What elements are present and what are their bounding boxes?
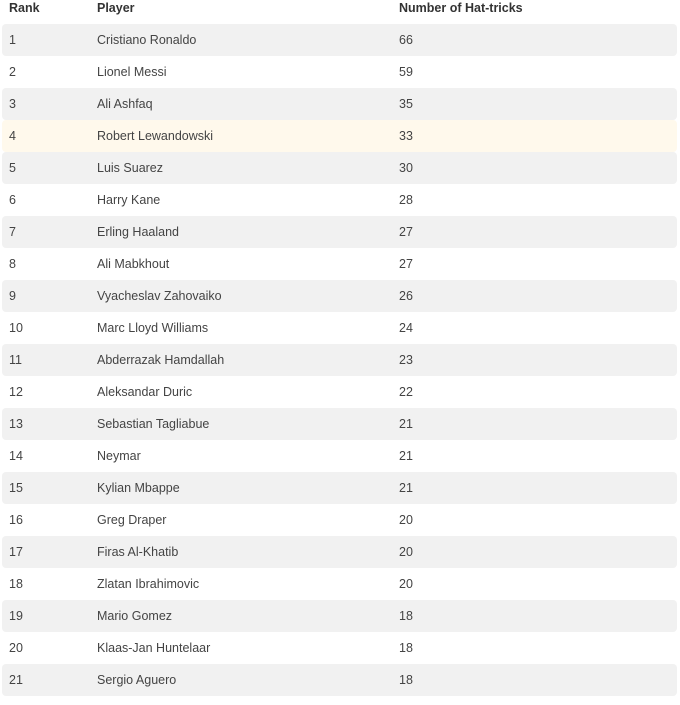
player-cell: Firas Al-Khatib	[97, 545, 179, 559]
player-cell: Vyacheslav Zahovaiko	[97, 289, 222, 303]
table-row[interactable]	[2, 472, 677, 504]
table-row[interactable]	[2, 280, 677, 312]
hat-tricks-cell: 20	[399, 513, 413, 527]
rank-cell: 13	[9, 417, 23, 431]
rank-cell: 16	[9, 513, 23, 527]
rank-cell: 21	[9, 673, 23, 687]
hat-tricks-cell: 18	[399, 673, 413, 687]
table-row[interactable]	[2, 664, 677, 696]
hat-tricks-cell: 20	[399, 545, 413, 559]
table-row[interactable]	[2, 88, 677, 120]
player-cell: Ali Ashfaq	[97, 97, 153, 111]
table-row[interactable]	[2, 24, 677, 56]
rank-cell: 6	[9, 193, 16, 207]
player-cell: Mario Gomez	[97, 609, 173, 623]
player-cell: Marc Lloyd Williams	[97, 321, 209, 335]
hat-tricks-table	[2, 24, 677, 696]
hat-tricks-cell: 33	[399, 129, 413, 143]
hat-tricks-cell: 27	[399, 225, 413, 239]
player-cell: Luis Suarez	[97, 161, 164, 175]
rank-cell: 4	[9, 129, 16, 143]
rank-cell: 5	[9, 161, 16, 175]
player-cell: Lionel Messi	[97, 65, 167, 79]
table-header	[0, 0, 680, 18]
table-row[interactable]	[2, 56, 677, 88]
table-row[interactable]	[2, 120, 677, 152]
player-cell: Ali Mabkhout	[97, 257, 170, 271]
player-cell: Aleksandar Duric	[97, 385, 193, 399]
hat-tricks-cell: 21	[399, 481, 413, 495]
table-row[interactable]	[2, 248, 677, 280]
player-cell: Sebastian Tagliabue	[97, 417, 210, 431]
table-row[interactable]	[2, 184, 677, 216]
table-row[interactable]	[2, 536, 677, 568]
table-row[interactable]	[2, 408, 677, 440]
player-cell: Zlatan Ibrahimovic	[97, 577, 200, 591]
table-row[interactable]	[2, 568, 677, 600]
player-cell: Erling Haaland	[97, 225, 179, 239]
table-row[interactable]	[2, 312, 677, 344]
table-row[interactable]	[2, 440, 677, 472]
player-cell: Klaas-Jan Huntelaar	[97, 641, 211, 655]
hat-tricks-cell: 66	[399, 33, 413, 47]
player-cell: Harry Kane	[97, 193, 161, 207]
hat-tricks-cell: 28	[399, 193, 413, 207]
column-header-rank[interactable]: Rank	[9, 1, 40, 15]
hat-tricks-cell: 24	[399, 321, 413, 335]
table-row[interactable]	[2, 504, 677, 536]
rank-cell: 8	[9, 257, 16, 271]
rank-cell: 20	[9, 641, 23, 655]
hat-tricks-cell: 27	[399, 257, 413, 271]
rank-cell: 7	[9, 225, 16, 239]
rank-cell: 11	[9, 353, 22, 367]
hat-tricks-cell: 21	[399, 417, 413, 431]
hat-tricks-cell: 21	[399, 449, 413, 463]
hat-tricks-cell: 22	[399, 385, 413, 399]
hat-tricks-cell: 59	[399, 65, 413, 79]
rank-cell: 1	[9, 33, 16, 47]
hat-tricks-cell: 20	[399, 577, 413, 591]
hat-tricks-cell: 18	[399, 609, 413, 623]
column-header-player[interactable]: Player	[97, 1, 135, 15]
rank-cell: 19	[9, 609, 23, 623]
rank-cell: 17	[9, 545, 23, 559]
table-row[interactable]	[2, 632, 677, 664]
rank-cell: 2	[9, 65, 16, 79]
rank-cell: 9	[9, 289, 16, 303]
table-row[interactable]	[2, 344, 677, 376]
table-row[interactable]	[2, 600, 677, 632]
hat-tricks-cell: 26	[399, 289, 413, 303]
player-cell: Sergio Aguero	[97, 673, 177, 687]
table-row[interactable]	[2, 376, 677, 408]
player-cell: Greg Draper	[97, 513, 167, 527]
rank-cell: 12	[9, 385, 23, 399]
table-row[interactable]	[2, 152, 677, 184]
hat-tricks-cell: 35	[399, 97, 413, 111]
table-row[interactable]	[2, 216, 677, 248]
rank-cell: 3	[9, 97, 16, 111]
column-header-hat-tricks[interactable]: Number of Hat-tricks	[399, 1, 523, 15]
player-cell: Kylian Mbappe	[97, 481, 180, 495]
rank-cell: 15	[9, 481, 23, 495]
player-cell: Neymar	[97, 449, 141, 463]
rank-cell: 14	[9, 449, 23, 463]
hat-tricks-cell: 30	[399, 161, 413, 175]
hat-tricks-cell: 18	[399, 641, 413, 655]
player-cell: Abderrazak Hamdallah	[97, 353, 225, 367]
rank-cell: 18	[9, 577, 23, 591]
player-cell: Cristiano Ronaldo	[97, 33, 197, 47]
hat-tricks-cell: 23	[399, 353, 413, 367]
rank-cell: 10	[9, 321, 23, 335]
player-cell: Robert Lewandowski	[97, 129, 214, 143]
